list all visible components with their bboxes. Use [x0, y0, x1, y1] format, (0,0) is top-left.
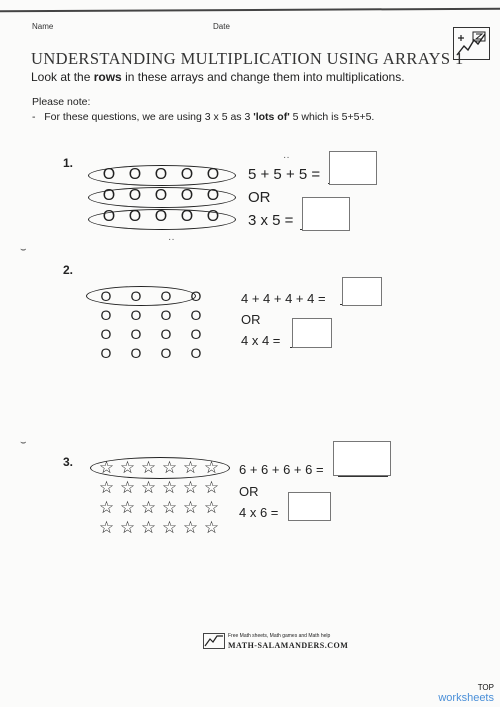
topworksheets-top: TOP — [477, 683, 494, 692]
array-item: O — [102, 187, 116, 204]
or-label: OR — [248, 189, 271, 206]
array-item: O — [190, 326, 202, 342]
salamander-icon — [203, 633, 225, 649]
question-3-multiplication-answer-box[interactable] — [288, 492, 331, 521]
array-item: O — [206, 187, 220, 204]
array-item: ☆ — [98, 518, 115, 538]
row-ring — [86, 286, 196, 306]
array-item: O — [130, 326, 142, 342]
array-item: ☆ — [161, 458, 178, 478]
array-item: O — [128, 187, 142, 204]
page-title: UNDERSTANDING MULTIPLICATION USING ARRAYS 1 — [31, 49, 464, 68]
date-label: Date — [213, 22, 230, 31]
question-3-multiplication-equation: 4 x 6 = — [239, 505, 279, 520]
question-1-sum-equation: 5 + 5 + 5 = — [248, 166, 321, 183]
array-item: O — [128, 208, 142, 225]
question-3-sum-equation: 6 + 6 + 6 + 6 = — [239, 462, 324, 477]
row-ring — [88, 165, 236, 186]
footer-tagline: Free Math sheets, Math games and Math help — [228, 633, 331, 639]
array-item: ☆ — [161, 518, 178, 538]
array-item: ☆ — [161, 498, 178, 518]
array-item: O — [190, 288, 202, 304]
scan-mark: ⌣ — [20, 437, 27, 448]
array-item: ☆ — [140, 498, 157, 518]
name-label: Name — [32, 22, 54, 31]
array-item: O — [154, 166, 168, 183]
array-item: ☆ — [98, 478, 115, 498]
question-2-multiplication-equation: 4 x 4 = — [241, 333, 281, 348]
array-item: ☆ — [182, 458, 199, 478]
array-item: O — [102, 208, 116, 225]
topworksheets-watermark — [438, 683, 494, 704]
array-item: ☆ — [182, 498, 199, 518]
instruction: Look at the rows in these arrays and change them into multiplications. — [31, 70, 405, 84]
array-item: ☆ — [98, 458, 115, 478]
array-item: O — [100, 307, 112, 323]
note-heading: Please note: — [32, 96, 91, 108]
array-item: O — [180, 166, 194, 183]
array-item: O — [160, 326, 172, 342]
array-item: O — [100, 326, 112, 342]
array-item: ☆ — [140, 458, 157, 478]
question-2-number: 2. — [63, 263, 74, 277]
question-2-sum-equation: 4 + 4 + 4 + 4 = — [241, 291, 326, 306]
array-item: O — [102, 166, 116, 183]
scan-mark: ·· — [168, 234, 175, 245]
note-text: - For these questions, we are using 3 x 5 as 3 'lots of' 5 which is 5+5+5. — [32, 111, 375, 123]
array-item: ☆ — [203, 478, 220, 498]
array-item: O — [100, 345, 112, 361]
array-item: O — [160, 288, 172, 304]
header-rule — [0, 8, 500, 13]
row-ring — [90, 457, 230, 479]
question-3-sum-answer-box[interactable] — [333, 441, 391, 476]
answer-line — [338, 476, 388, 477]
array-item: O — [190, 345, 202, 361]
footer-brand: MATH-SALAMANDERS.COM — [228, 641, 349, 650]
array-item: O — [130, 307, 142, 323]
array-item: ☆ — [161, 478, 178, 498]
array-item: ☆ — [119, 458, 136, 478]
array-item: ☆ — [182, 518, 199, 538]
array-item: ☆ — [119, 518, 136, 538]
array-item: ☆ — [203, 458, 220, 478]
or-label: OR — [239, 484, 259, 499]
array-item: O — [100, 288, 112, 304]
array-item: ☆ — [140, 518, 157, 538]
scan-mark: ·· — [283, 152, 290, 163]
question-1-number: 1. — [63, 156, 74, 170]
array-item: ☆ — [98, 498, 115, 518]
array-item: O — [128, 166, 142, 183]
topworksheets-worksheets: worksheets — [438, 692, 494, 704]
question-1-sum-answer-box[interactable] — [329, 151, 377, 185]
array-item: O — [206, 208, 220, 225]
row-ring — [88, 187, 236, 208]
array-item: O — [190, 307, 202, 323]
array-item: ☆ — [182, 478, 199, 498]
question-2-multiplication-answer-box[interactable] — [292, 318, 332, 348]
question-1-multiplication-answer-box[interactable] — [302, 197, 350, 231]
array-item: O — [130, 345, 142, 361]
question-3-number: 3. — [63, 455, 74, 469]
array-item: O — [154, 187, 168, 204]
row-ring — [88, 209, 236, 230]
array-item: ☆ — [203, 498, 220, 518]
or-label: OR — [241, 312, 261, 327]
array-item: ☆ — [119, 478, 136, 498]
array-item: ☆ — [140, 478, 157, 498]
question-2-sum-answer-box[interactable] — [342, 277, 382, 306]
array-item: O — [180, 187, 194, 204]
array-item: O — [160, 345, 172, 361]
question-1-multiplication-equation: 3 x 5 = — [248, 212, 294, 229]
array-item: O — [160, 307, 172, 323]
array-item: O — [154, 208, 168, 225]
array-item: O — [206, 166, 220, 183]
array-item: O — [130, 288, 142, 304]
scan-mark: ⌣ — [20, 244, 27, 255]
array-item: ☆ — [203, 518, 220, 538]
array-item: O — [180, 208, 194, 225]
array-item: ☆ — [119, 498, 136, 518]
